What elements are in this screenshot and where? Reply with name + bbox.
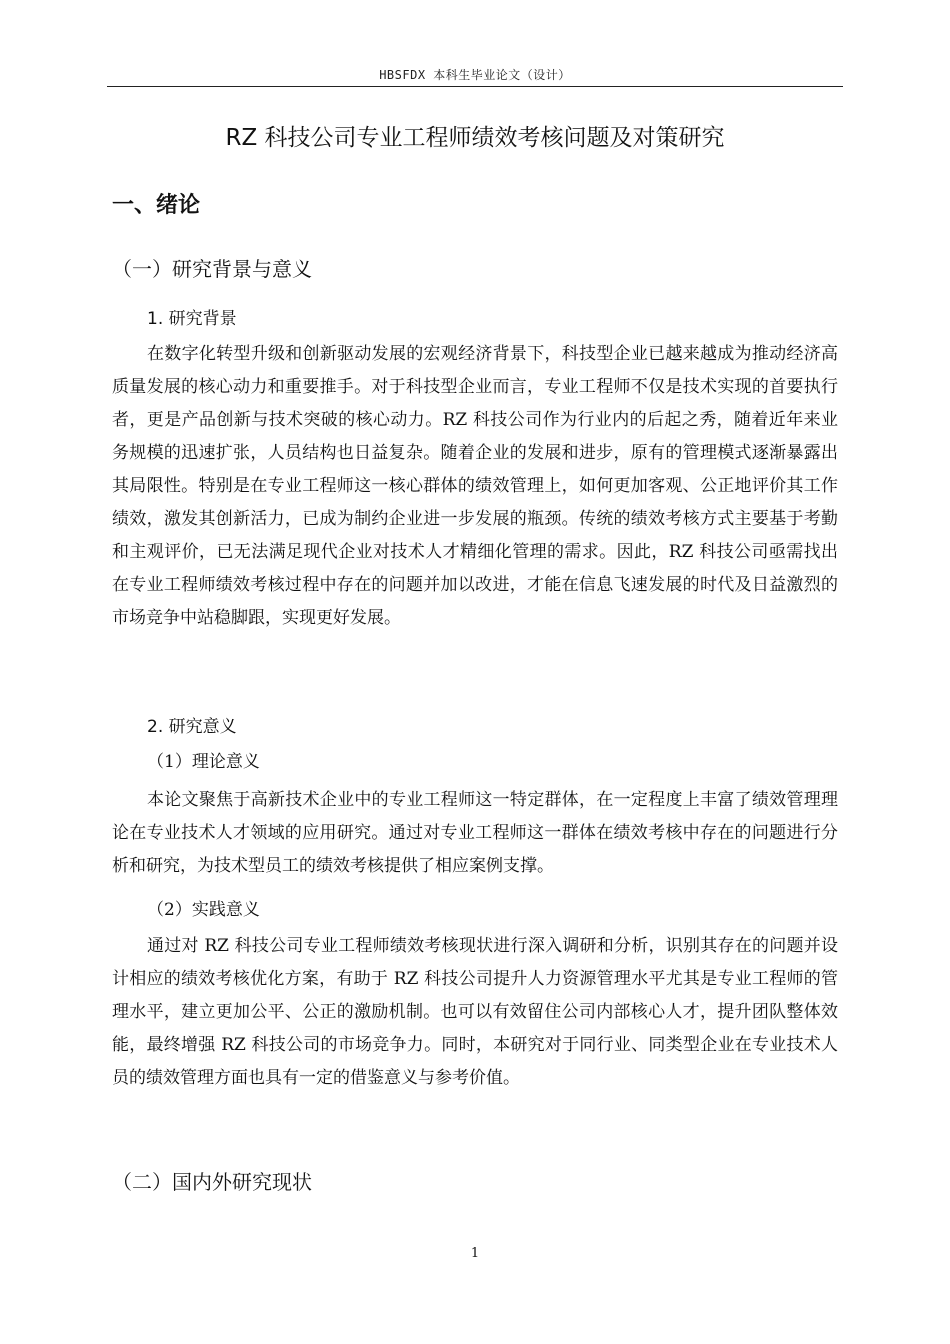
paper-title: RZ 科技公司专业工程师绩效考核问题及对策研究	[225, 125, 725, 151]
background-paragraph: 在数字化转型升级和创新驱动发展的宏观经济背景下，科技型企业已越来越成为推动经济高质量发展的核心动力和重要推手。对于科技型企业而言，专业工程师不仅是技术实现的首要执行者，更是产品创新与技术突破的核心动力。RZ 科技公司作为行业内的后起之秀，随着近年来业务规模的迅速扩张，人员结构也日益复杂。随着企业的发展和进步，原有的管理模式逐渐暴露出其局限性。特别是在专业工程师这一核心群体的绩效管理上，如何更加客观、公正地评价其工作绩效，激发其创新活力，已成为制约企业进一步发展的瓶颈。传统的绩效考核方式主要基于考勤和主观评价，已无法满足现代企业对技术人才精细化管理的需求。因此，RZ 科技公司亟需找出在专业工程师绩效考核过程中存在的问题并加以改进，才能在信息飞速发展的时代及日益激烈的市场竞争中站稳脚跟，实现更好发展。	[112, 344, 838, 628]
section-heading-research-status: （二）国内外研究现状	[112, 1170, 312, 1194]
practice-significance-paragraph: 通过对 RZ 科技公司专业工程师绩效考核现状进行深入调研和分析，识别其存在的问题并设计相应的绩效考核优化方案，有助于 RZ 科技公司提升人力资源管理水平尤其是专业工程师的管理水平，建立更加公平、公正的激励机制。也可以有效留住公司内部核心人才，提升团队整体效能，最终增强 RZ 科技公司的市场竞争力。同时，本研究对于同行业、同类型企业在专业技术人员的绩效管理方面也具有一定的借鉴意义与参考价值。	[112, 936, 838, 1088]
page-number: 1	[470, 1246, 480, 1261]
subsection-heading-background: 1. 研究背景	[147, 309, 237, 329]
header-divider	[107, 86, 843, 87]
theory-significance-heading: （1）理论意义	[147, 752, 260, 772]
section-heading-background: （一）研究背景与意义	[112, 257, 312, 281]
running-header: HBSFDX 本科生毕业论文（设计）	[379, 68, 571, 82]
practice-significance-heading: （2）实践意义	[147, 900, 260, 920]
theory-significance-paragraph: 本论文聚焦于高新技术企业中的专业工程师这一特定群体，在一定程度上丰富了绩效管理理论在专业技术人才领域的应用研究。通过对专业工程师这一群体在绩效考核中存在的问题进行分析和研究，为技术型员工的绩效考核提供了相应案例支撑。	[112, 790, 838, 876]
subsection-heading-significance: 2. 研究意义	[147, 717, 237, 737]
chapter-heading: 一、绪论	[112, 193, 201, 218]
